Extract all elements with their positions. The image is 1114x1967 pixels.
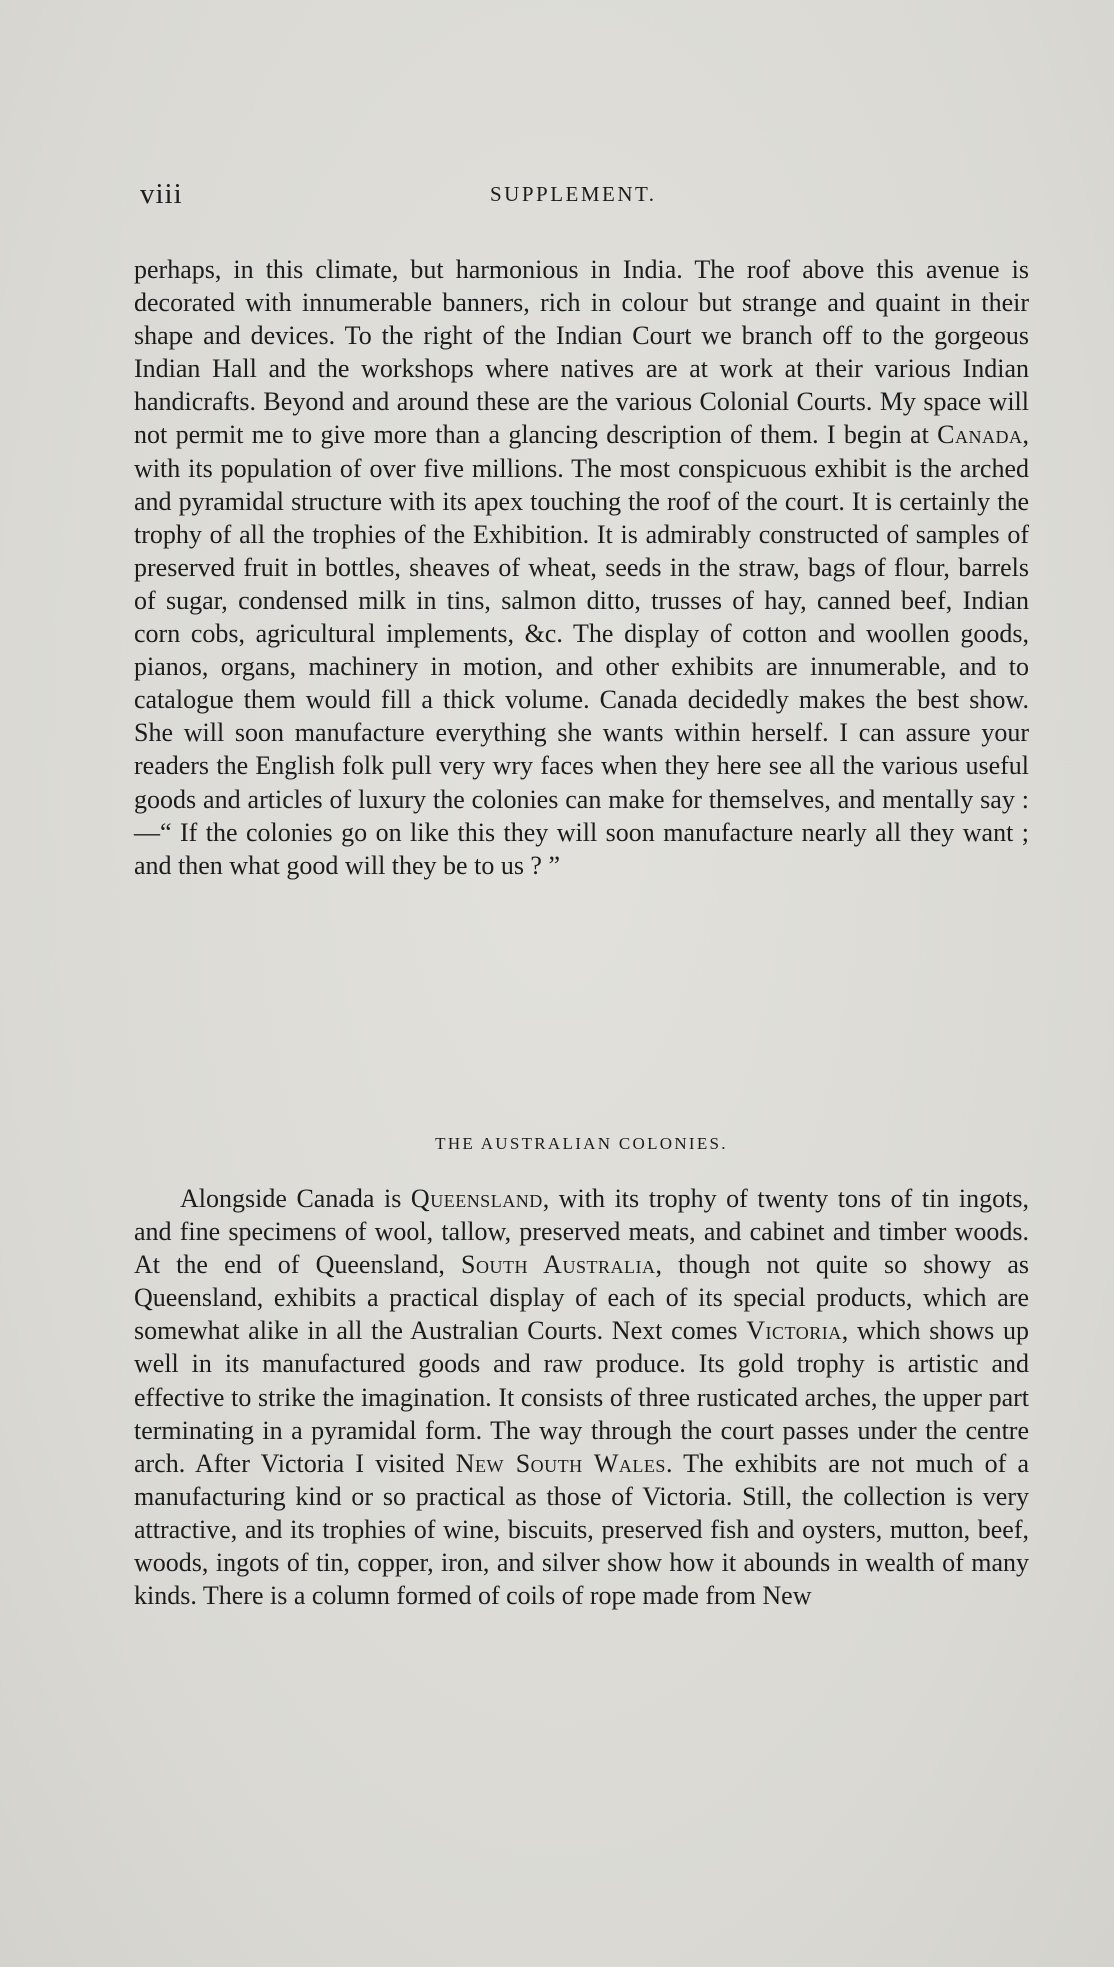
paragraph-canada bbox=[134, 253, 1029, 882]
page-number: viii bbox=[140, 178, 183, 210]
paragraph-australian-colonies bbox=[134, 1182, 1029, 1612]
text-run: . The exhibits are not much of a manufacturing kind or so practical as those of Victoria. Still, the collection is very attractive, and its trophies of wine, biscuits, preserved fish and oysters, mutton, beef, woods, ingots of tin, copper, iron, and silver show how it abounds in wealth of many kinds. There is a column formed of coils of rope made from New bbox=[134, 1448, 1029, 1611]
text-run: , which shows up well in its manufactured goods and raw produce. Its gold trophy is artistic and effective to strike the imagination. It consists of three rusticated arches, the upper part terminating in a pyramidal form. The way through the court passes under the centre arch. After Victoria I visited bbox=[134, 1316, 1029, 1478]
text-run: , with its trophy of twenty tons of tin ingots, and fine specimens of wool, tallow, preserved meats, and cabinet and timber woods. At the end of Queensland, bbox=[134, 1184, 1030, 1280]
place-name-new-south-wales: New South Wales bbox=[455, 1448, 666, 1478]
text-run: , though not quite so showy as Queensland, exhibits a practical display of each of its special products, which are somewhat alike in all the Australian Courts. Next comes bbox=[134, 1250, 1030, 1346]
running-head bbox=[140, 178, 1025, 212]
place-name-victoria: Victoria bbox=[746, 1316, 842, 1346]
place-name-south-australia: South Australia bbox=[461, 1250, 656, 1280]
text-run: , with its population of over five millions. The most conspicuous exhibit is the arched and pyramidal structure with its apex touching the roof of the court. It is certainly the trophy of all the trophies of the Exhibition. It is admirably constructed of samples of preserved fruit in bottles, sheaves of wheat, seeds in the straw, bags of flour, barrels of sugar, condensed milk in tins, salmon ditto, trusses of hay, canned beef, Indian corn cobs, agricultural implements, &c. The display of cotton and woollen goods, pianos, organs, machinery in motion, and other exhibits are innumerable, and to catalogue them would fill a thick volume. Canada decidedly makes the best show. She will soon manufacture everything she wants within herself. I can assure your readers the English folk pull very wry faces when they here see all the various useful goods and articles of luxury the colonies can make for themselves, and mentally say :—“ If the colonies go on like this they will soon manufacture nearly all they want ; and then what good will they be to us ? ” bbox=[134, 420, 1029, 880]
body-text-block-1 bbox=[134, 253, 1029, 882]
body-text-block-2 bbox=[134, 1182, 1029, 1612]
place-name-queensland: Queensland bbox=[410, 1184, 543, 1213]
section-heading: THE AUSTRALIAN COLONIES. bbox=[435, 1134, 728, 1153]
text-run: Alongside Canada is bbox=[180, 1184, 411, 1213]
place-name-canada: Canada bbox=[937, 420, 1023, 450]
running-title: SUPPLEMENT. bbox=[490, 182, 657, 206]
text-run: perhaps, in this climate, but harmonious in India. The roof above this avenue is decorated with innumerable banners, rich in colour but strange and quaint in their shape and devices. To the right of the Indian Court we branch off to the gorgeous Indian Hall and the workshops where natives are at work at their various Indian handicrafts. Beyond and around these are the various Colonial Courts. My space will not permit me to give more than a glancing description of them. I begin at bbox=[134, 255, 1029, 450]
